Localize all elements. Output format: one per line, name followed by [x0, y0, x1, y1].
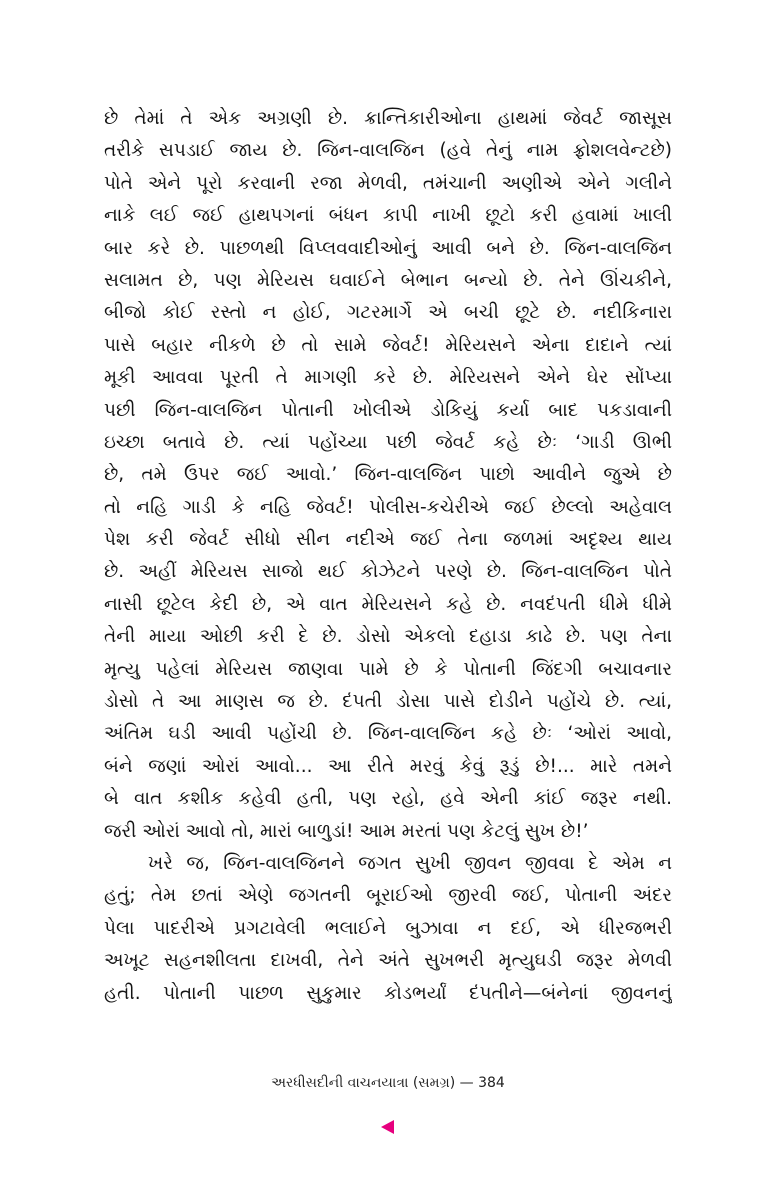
paragraph — [104, 103, 672, 848]
text-line: પેલા પાદરીએ પ્રગટાવેલી ભલાઈને બુઝાવા ન દઈ, એ ધીરજભરી — [104, 917, 672, 939]
text-line: પાસે બહાર નીકળે છે તો સામે જેવર્ટ! મેરિયસને એના દાદાને ત્યાં — [104, 334, 672, 356]
text-line: તો નહિ ગાડી કે નહિ જેવર્ટ! પોલીસ-કચેરીએ જઈ છેલ્લો અહેવાલ — [104, 496, 672, 518]
text-line: છે, તમે ઉપર જઈ આવો.’ જિન-વાલજિન પાછો આવીને જુએ છે — [104, 464, 672, 486]
text-line: પછી જિન-વાલજિન પોતાની ખોલીએ ડોકિયું કર્યા બાદ પકડાવાની — [104, 399, 672, 421]
text-line: જરી ઓરાં આવો તો, મારાં બાળુડાં! આમ મરતાં પણ કેટલું સુખ છે!’ — [104, 820, 589, 842]
text-line: અખૂટ સહનશીલતા દાખવી, તેને અંતે સુખભરી મૃત્યુઘડી જરૂર મેળવી — [104, 950, 672, 972]
text-line: છે. અહીં મેરિયસ સાજો થઈ કોઝેટને પરણે છે. જિન-વાલજિન પોતે — [104, 561, 672, 583]
text-line: છે તેમાં તે એક અગ્રણી છે. ક્રાન્તિકારીઓના હાથમાં જેવર્ટ જાસૂસ — [104, 108, 672, 129]
text-line: મૃત્યુ પહેલાં મેરિયસ જાણવા પામે છે કે પોતાની જિંદગી બચાવનાર — [104, 658, 672, 680]
text-line: નાસી છૂટેલ કેદી છે, એ વાત મેરિયસને કહે છે. નવદંપતી ધીમે ધીમે — [104, 593, 672, 615]
page-footer: અરધીસદીની વાચનયાત્રા (સમગ્ર) — 384 — [271, 1075, 505, 1091]
text-line: હતી. પોતાની પાછળ સુકુમાર કોડભર્યાં દંપતીને—બંનેનાં જીવનનું — [104, 982, 672, 1004]
text-line: તેની માયા ઓછી કરી દે છે. ડોસો એકલો દહાડા કાઢે છે. પણ તેના — [104, 626, 672, 648]
text-line: તરીકે સપડાઈ જાય છે. જિન-વાલજિન (હવે તેનું નામ ફ્રોશલવેન્ટછે) — [104, 140, 672, 162]
text-line: પેશ કરી જેવર્ટ સીધો સીન નદીએ જઈ તેના જળમાં અદૃશ્ય થાય — [104, 529, 672, 551]
text-line: પોતે એને પૂરો કરવાની રજા મેળવી, તમંચાની અણીએ એને ગલીને — [104, 172, 672, 194]
text-line: ડોસો તે આ માણસ જ છે. દંપતી ડોસા પાસે દોડીને પહોંચે છે. ત્યાં, — [104, 691, 672, 713]
text-line: બીજો કોઈ રસ્તો ન હોઈ, ગટરમાર્ગે એ બચી છૂટે છે. નદીકિનારા — [104, 302, 672, 324]
text-line: સલામત છે, પણ મેરિયસ ઘવાઈને બેભાન બન્યો છે. તેને ઊંચકીને, — [104, 269, 672, 291]
text-line: બે વાત કશીક કહેવી હતી, પણ રહો, હવે એની કાંઈ જરૂર નથી. — [104, 788, 672, 810]
text-line: ખરે જ, જિન-વાલજિનને જગત સુખી જીવન જીવવા દે એમ ન — [148, 852, 672, 874]
previous-page-arrow-icon[interactable] — [381, 1120, 394, 1134]
body-text — [104, 103, 672, 1010]
paragraph — [104, 848, 672, 1010]
text-line: અંતિમ ઘડી આવી પહોંચી છે. જિન-વાલજિન કહે છેઃ ‘ઓરાં આવો, — [104, 723, 672, 745]
text-line: બાર કરે છે. પાછળથી વિપ્લવવાદીઓનું આવી બને છે. જિન-વાલજિન — [104, 237, 672, 259]
text-line: મૂકી આવવા પૂરતી તે માગણી કરે છે. મેરિયસને એને ઘેર સોંપ્યા — [104, 367, 672, 389]
text-line: હતું; તેમ છતાં એણે જગતની બૂરાઈઓ જીરવી જઈ, પોતાની અંદર — [104, 885, 672, 907]
text-line: નાકે લઈ જઈ હાથપગનાં બંધન કાપી નાખી છૂટો કરી હવામાં ખાલી — [104, 205, 672, 227]
text-line: બંને જણાં ઓરાં આવો... આ રીતે મરવું કેવું રૂડું છે!... મારે તમને — [104, 755, 672, 777]
text-line: ઇચ્છા બતાવે છે. ત્યાં પહોંચ્યા પછી જેવર્ટ કહે છેઃ ‘ગાડી ઊભી — [104, 431, 672, 453]
